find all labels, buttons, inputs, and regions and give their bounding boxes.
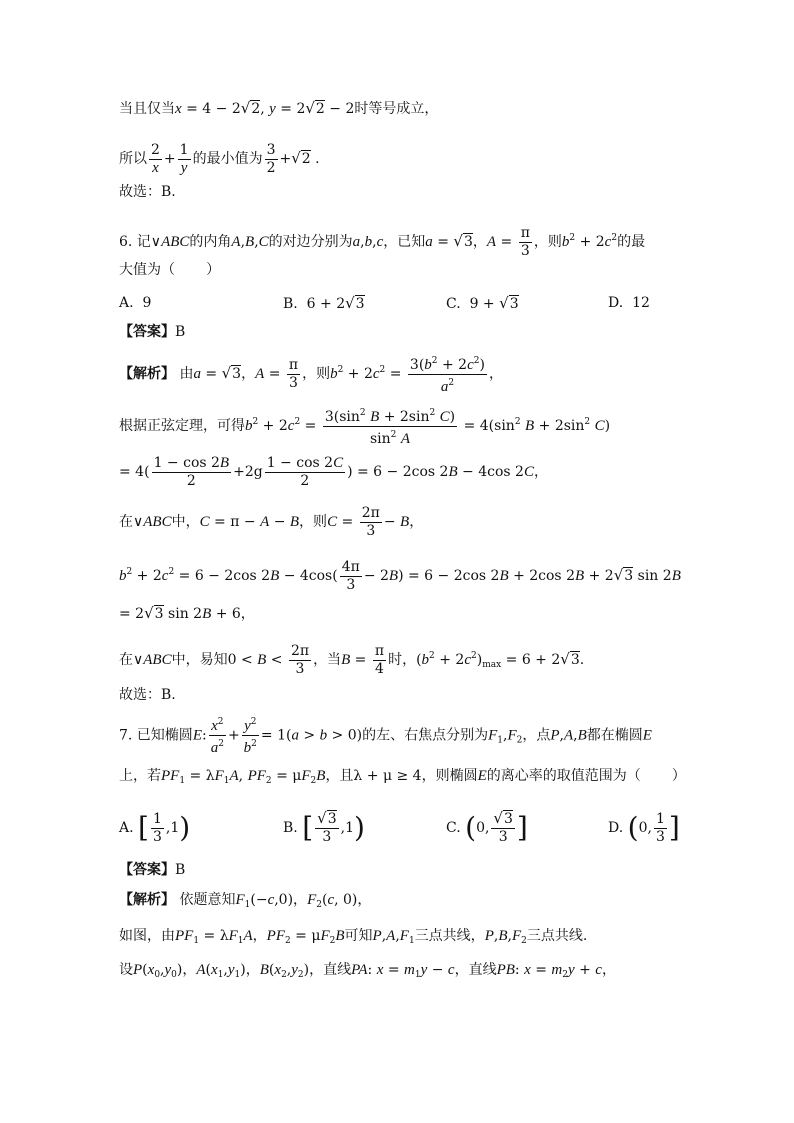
q7-stem-line1: 7. 已知椭圆E: $\frac{x^2}{a^2}$ + $\frac{y^2}{b^2}$ = 1(a > b > 0)的左、右焦点分别为$F_1,F_2$，点P,A,B都在椭圆E — [119, 717, 652, 756]
q7-analysis-line3: 设$P(x_0,y_0)$，$A(x_1,y_1)$，$B(x_2,y_2)$，直线PA: $x = m_1y - c$，直线PB: $x = m_2y + c$， — [119, 962, 616, 980]
q6-analysis-line7: 在∨ABC中，易知0 < B < $\frac{2\pi}{3}$ ，当B = $\frac{\pi}{4}$ 时，$(b^2 + 2c^2)_{max} = 6 + 2√3$. — [119, 642, 585, 677]
q6-answer: 【答案】B — [119, 324, 186, 340]
q7-stem-line2: 上，若$PF_1 = \lambda F_1A$, $PF_2 = \mu F_2B$，且λ + μ ≥ 4，则椭圆E的离心率的取值范围为（ ） — [119, 768, 686, 786]
solution5-equality-line: 当且仅当x = 4 − 2√2, y = 2√2 − 2时等号成立， — [119, 99, 439, 117]
q6-analysis-line3: = 4( $\frac{1 - \cos 2B}{2}$ +2g $\frac{1 - \cos 2C}{2}$ ) = 6 − 2cos 2B − 4cos 2C， — [119, 454, 548, 489]
solution5-answer-choice: 故选：B. — [119, 184, 176, 200]
q6-analysis-line6: = 2√3 sin 2B + 6， — [119, 604, 255, 622]
q6-analysis-line4: 在∨ABC中，C = π − A − B，则C = $\frac{2\pi}{3}$ − B， — [119, 504, 424, 539]
q6-option-b: B. 6 + 2√3 — [283, 294, 365, 312]
q6-option-a: A. 9 — [119, 295, 152, 311]
q7-option-d: D. (0, $\frac{1}{3}$ ] — [608, 810, 680, 845]
q6-option-d: D. 12 — [608, 295, 650, 311]
q6-analysis-line2: 根据正弦定理，可得$b^2 + 2c^2$ = $\frac{3(\sin^2 B + 2\sin^2 C)}{\sin^2 A}$ = $4(\sin^2$ $B + 2\sin^2$ C) — [119, 407, 611, 447]
q6-stem-line2: 大值为（ ） — [119, 262, 221, 278]
q6-analysis-line1: 【解析】 由a = √3，A = $\frac{\pi}{3}$ ，则$b^2 + 2c^2$ = $\frac{3(b^2 + 2c^2)}{a^2}$ ， — [119, 355, 503, 395]
q7-option-c: C. (0, $\frac{√3}{3}$ ] — [446, 809, 528, 845]
q6-option-c: C. 9 + √3 — [446, 294, 519, 312]
q6-stem-line1: 6. 记∨ABC的内角A,B,C的对边分别为a,b,c，已知a = √3，A = $\frac{\pi}{3}$ ，则$b^2 + 2c^2$的最 — [119, 224, 646, 259]
q7-answer: 【答案】B — [119, 862, 186, 878]
q7-analysis-line2: 如图，由$PF_1 = \lambda F_1A$，$PF_2 = \mu F_2B$可知$P,A,F_1$三点共线，$P,B,F_2$三点共线. — [119, 928, 588, 946]
solution5-min-value-line: 所以 $\frac{2}{x}$ + $\frac{1}{y}$ 的最小值为 $\frac{3}{2}$ +√2 . — [119, 141, 320, 176]
q7-option-a: A. [ $\frac{1}{3}$ ,1) — [119, 810, 191, 845]
q6-answer-choice: 故选：B. — [119, 687, 176, 703]
q6-analysis-line5: $b^2 + 2c^2 = 6 - 2\cos$ 2B − 4cos( $\frac{4\pi}{3}$ − 2B) = 6 − 2cos 2B + 2cos 2B + 2√3 sin 2B — [119, 558, 681, 593]
q7-analysis-line1: 【解析】 依题意知$F_1(-c,0)$，$F_2(c$, 0)， — [119, 892, 372, 910]
q7-option-b: B. [ $\frac{√3}{3}$ ,1) — [283, 809, 365, 845]
